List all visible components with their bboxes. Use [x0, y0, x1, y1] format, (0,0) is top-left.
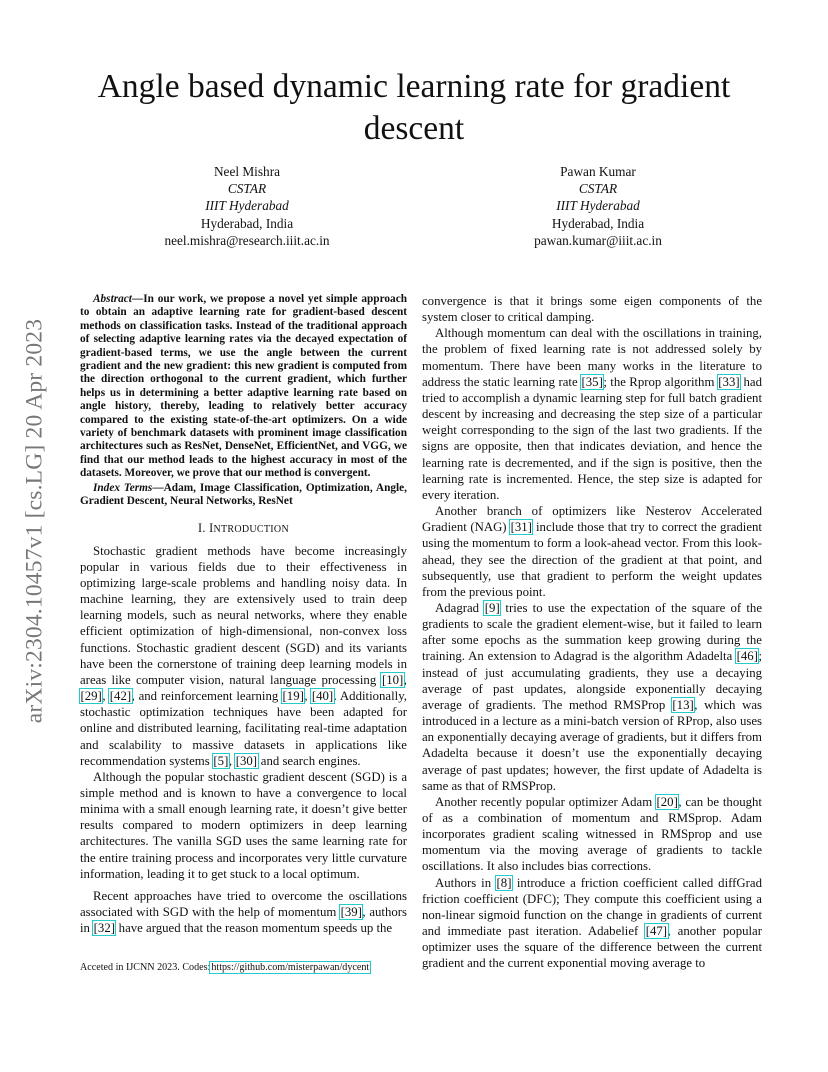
citation-link[interactable]: [46]	[736, 649, 758, 664]
text-run: Recent approaches have tried to overcome the oscillations associated with SGD with the help of momentum	[80, 888, 407, 920]
section-title-initial: I	[209, 520, 214, 535]
author-org: CSTAR	[227, 181, 267, 197]
intro-paragraph-2: Although the popular stochastic gradient descent (SGD) is a simple method and is known to have a convergence to local minima with a small enough learning rate, it doesn’t give better results compared to modern optimizers in deep learning architectures. The vanilla SGD uses the same learning rate for the entire training process and incorporates very little curvature information, leading it to get stuck to a local optimum.	[80, 769, 407, 881]
author-name: Neel Mishra	[213, 164, 281, 179]
author-org: CSTAR	[578, 181, 618, 197]
author-location: Hyderabad, India	[200, 215, 294, 231]
citation-link[interactable]: [13]	[672, 697, 694, 712]
text-run: ,	[102, 689, 110, 704]
index-terms-label: Index Terms	[93, 481, 153, 494]
author-institute: IIIT Hyderabad	[556, 198, 640, 214]
text-run: , which was introduced in a lecture as a mini-batch version of RProp, also uses an exponentially decaying average of gradients, but it differs from Adadelta because it doesn’t use the exponentially decaying average of past updates; however, the first update of Adadelta is same as that of RMSProp.	[422, 697, 762, 793]
text-run: , can be thought of as a combination of momentum and RMSprop. Adam incorporates gradient scaling witnessed in RMSprop and use momentum via the moving average of gradients to tackle oscillations. It also includes bias corrections.	[422, 794, 762, 874]
code-repository-link[interactable]: https://github.com/misterpawan/dycent	[211, 962, 370, 973]
citation-link[interactable]: [30]	[235, 753, 258, 768]
text-run: , and reinforcement learning	[131, 689, 283, 704]
footnote-text: Acceted in IJCNN 2023. Codes:	[80, 962, 211, 973]
citation-link[interactable]: [8]	[496, 875, 512, 890]
text-run: introduce a friction coefficient called diffGrad friction coefficient (DFC); They compute this coefficient using a non-linear sigmoid function on the change in gradients of current and immediate past iteration. Adabelief	[422, 875, 762, 939]
text-run: and search engines.	[257, 753, 361, 768]
right-paragraph-6	[422, 875, 762, 972]
author-institute: IIIT Hyderabad	[205, 198, 289, 214]
author-email: neel.mishra@research.iiit.ac.in	[164, 232, 330, 248]
right-paragraph-2	[422, 325, 762, 503]
citation-link[interactable]: [10]	[381, 672, 404, 687]
text-run: Adagrad	[435, 600, 485, 615]
citation-link[interactable]: [29]	[80, 689, 102, 704]
citation-link[interactable]: [32]	[93, 921, 115, 936]
text-run: , another popular optimizer uses the square of the difference between the current gradient and the current exponential moving average to	[422, 924, 762, 971]
text-run: ,	[228, 753, 236, 768]
abstract-text: —In our work, we propose a novel yet simple approach to obtain an adaptive learning rate for gradient-based descent methods on classification tasks. Instead of the traditional approach of selecting adaptive learning rates via the decayed expectation of gradient-based terms, we use the angle between the current gradient and the new gradient: this new gradient is computed from the direction orthogonal to the current gradient, which further helps us in determining a better adaptive learning rate based on angle history, thereby, leading to relatively better accuracy compared to the existing state-of-the-art optimizers. On a wide variety of benchmark datasets with prominent image classification architectures such as ResNet, DenseNet, EfficientNet, and VGG, we find that our method leads to the highest accuracy in most of the datasets. Moreover, we prove that our method is convergent.	[80, 293, 407, 480]
author-name: Pawan Kumar	[560, 164, 636, 179]
citation-link[interactable]: [33]	[718, 374, 740, 389]
citation-link[interactable]: [35]	[581, 374, 603, 389]
citation-link[interactable]: [39]	[340, 905, 362, 920]
intro-paragraph-3	[80, 888, 407, 936]
text-run: Although momentum can deal with the oscillations in training, the problem of fixed learning rate is not addressed solely by momentum. There have been many works in the literature to address the static learning rate	[422, 326, 762, 389]
text-run: include those that try to correct the gradient using the momentum to form a look-ahead vector. From this look-ahead, they see the direction of the gradient at that point, and subsequently, use that gradient to perform the weight updates from the previous point.	[422, 520, 762, 599]
right-paragraph-1: convergence is that it brings some eigen components of the system closer to critical damping.	[422, 294, 762, 325]
citation-link[interactable]: [42]	[109, 689, 132, 704]
index-terms	[80, 482, 407, 509]
arxiv-id-text: arXiv:2304.10457v1 [cs.LG] 20 Apr 2023	[21, 318, 48, 724]
citation-link[interactable]: [5]	[213, 753, 229, 768]
citation-link[interactable]: [47]	[645, 924, 668, 939]
text-run: , authors in	[80, 905, 407, 936]
text-run: Another branch of optimizers like Nesterov Accelerated Gradient (NAG)	[422, 504, 762, 535]
text-run: Stochastic gradient methods have become increasingly popular in various fields due to their effectiveness in optimizing large-scale problems and handling noisy data. In machine learning, they are extensively used to train deep learning models, such as neural networks, where they enable efficient optimization of high-dimensional, non-convex loss functions. Stochastic gradient descent (SGD) and its variants have been the cornerstone of training deep learning models in areas like computer vision, natural language processing	[80, 543, 407, 687]
section-heading-introduction	[80, 520, 407, 538]
arxiv-sidebar-identifier	[22, 286, 48, 756]
footnote	[80, 961, 420, 974]
text-run: had tried to accomplish a dynamic learning step for full batch gradient descent by increasing and decreasing the step size of a particular weight corresponding to the sign of the last two gradients. If the signs are opposite, then that indicates deviation, and hence the learning rate is decremented, and if the sign is positive, then the learning rate is incremented. Hence, the step size is adapted for every iteration.	[422, 374, 762, 502]
text-run: ,	[304, 689, 312, 704]
text-run: . Additionally, stochastic optimization techniques have been adapted for online and distributed learning, facilitating real-time adaptation and scalability to massive datasets in applications like recommendation systems	[80, 689, 407, 768]
left-column	[80, 293, 407, 936]
citation-link[interactable]: [31]	[510, 520, 532, 535]
abstract-label: Abstract	[93, 293, 132, 305]
author-block-2	[468, 163, 728, 249]
citation-link[interactable]: [40]	[311, 689, 334, 704]
author-block-1	[117, 163, 377, 249]
text-run: tries to use the expectation of the square of the gradients to scale the gradient element-wise, but it failed to learn after some epochs as the summation keep growing during the training. An extension to Adagrad is the algorithm Adadelta	[422, 600, 762, 664]
paper-title: Angle based dynamic learning rate for gradient descent	[97, 68, 731, 147]
right-paragraph-3	[422, 503, 762, 600]
intro-paragraph-1	[80, 543, 407, 769]
text-run: ; instead of just accumulating gradients, they use a decaying average of past updates, alongside exponentially decaying average of gradients. The method RMSProp	[422, 649, 762, 712]
text-run: ,	[403, 672, 407, 687]
citation-link[interactable]: [19]	[282, 689, 304, 704]
text-run: Authors in	[435, 875, 497, 890]
section-title-rest: NTRODUCTION	[213, 523, 289, 535]
section-number: I.	[198, 520, 206, 535]
abstract	[80, 293, 407, 481]
index-terms-text: —Adam, Image Classification, Optimization, Angle, Gradient Descent, Neural Networks, ResNet	[80, 481, 407, 508]
citation-link[interactable]: [20]	[656, 794, 678, 809]
text-run: have argued that the reason momentum speeds up the	[115, 921, 393, 936]
right-column	[422, 293, 762, 972]
right-paragraph-4	[422, 600, 762, 794]
text-run: ; the Rprop algorithm	[603, 374, 718, 389]
author-location: Hyderabad, India	[551, 215, 645, 231]
text-run: Another recently popular optimizer Adam	[435, 794, 657, 809]
right-paragraph-5	[422, 794, 762, 875]
citation-link[interactable]: [9]	[484, 600, 500, 615]
author-email: pawan.kumar@iiit.ac.in	[534, 232, 662, 248]
